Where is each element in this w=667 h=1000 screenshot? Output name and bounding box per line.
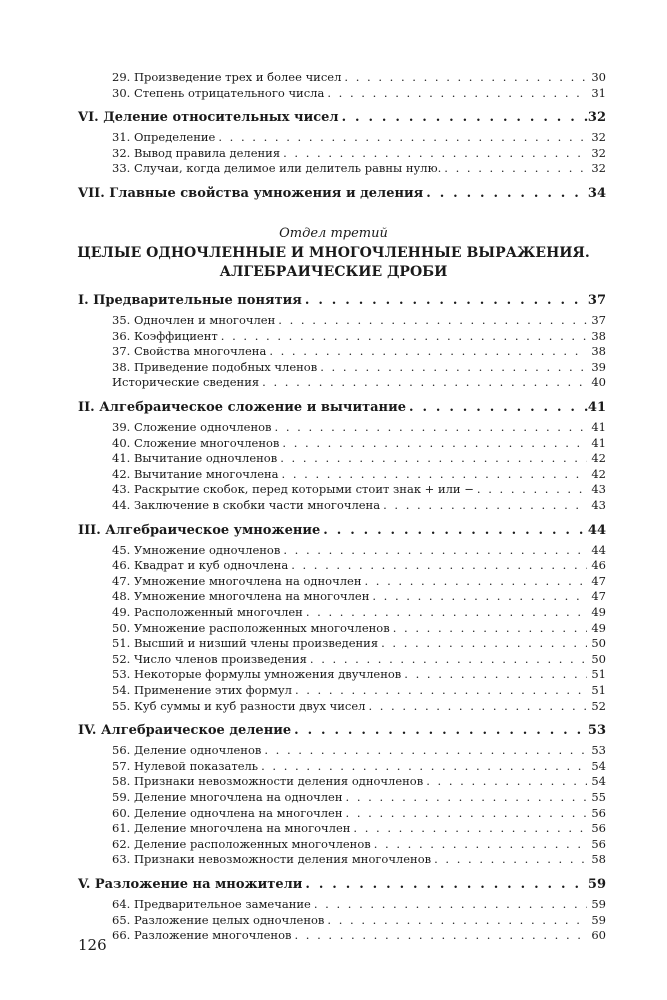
toc-page-ref: 37 <box>591 313 606 327</box>
toc-page-ref: 40 <box>591 375 606 390</box>
toc-entry <box>112 543 606 558</box>
toc-entry <box>112 774 606 789</box>
toc-leader-dots <box>434 852 587 867</box>
toc-page-ref: 41 <box>591 435 606 450</box>
toc-entry-title: 43. Раскрытие скобок, перед которыми стоит знак + или − <box>112 482 474 497</box>
toc-heading-title: III. Алгебраическое умножение <box>78 522 321 538</box>
toc-entry-title: 31. Определение <box>112 130 216 145</box>
toc-entry-title: 64. Предварительное замечание <box>112 897 311 911</box>
toc-entry-title: 50. Умножение расположенных многочленов <box>112 620 390 635</box>
toc-page-ref: 56 <box>591 805 606 820</box>
toc-page-ref: 46 <box>591 558 606 573</box>
toc-page-ref: 37 <box>587 293 606 308</box>
toc-entry <box>112 558 606 573</box>
toc-leader-dots <box>261 759 587 774</box>
toc-entry <box>112 806 606 821</box>
toc-leader-dots <box>374 837 587 852</box>
toc-page-ref: 41 <box>587 400 606 415</box>
toc-entry-title: 48. Умножение многочлена на многочлен <box>112 589 370 604</box>
toc-entry-title: 65. Разложение целых одночленов <box>112 912 325 927</box>
toc-section-heading <box>78 399 606 417</box>
toc-entry-title: 62. Деление расположенных многочленов <box>112 836 371 851</box>
toc-leader-dots <box>353 821 587 836</box>
toc-page-ref: 49 <box>591 620 606 635</box>
toc-page-ref: 52 <box>591 698 606 713</box>
part-title-line-1: ЦЕЛЫЕ ОДНОЧЛЕННЫЕ И МНОГОЧЛЕННЫЕ ВЫРАЖЕНИЯ. <box>77 245 590 261</box>
page-number: 126 <box>78 936 107 954</box>
toc-entry <box>112 436 606 451</box>
toc-leader-dots <box>409 399 588 417</box>
toc-entry <box>112 897 606 912</box>
toc-section-heading <box>78 185 606 203</box>
toc-entry <box>112 161 606 176</box>
toc-page-ref: 38 <box>591 328 606 343</box>
toc-entry <box>112 146 606 161</box>
toc-entry-title: 63. Признаки невозможности деления многочленов <box>112 852 432 867</box>
part-label: Отдел третий <box>279 226 388 241</box>
toc-entry <box>112 790 606 805</box>
toc-page-ref: 39 <box>591 359 606 374</box>
toc-leader-dots <box>269 344 587 359</box>
toc-page-ref: 32 <box>591 130 606 145</box>
toc-entry-title: 54. Применение этих формул <box>112 683 292 697</box>
toc-heading-title: VI. Деление относительных чисел <box>78 110 339 126</box>
toc-leader-dots <box>291 558 587 573</box>
toc-page-ref: 30 <box>591 70 606 84</box>
toc-page-ref: 53 <box>591 743 606 758</box>
toc-entry-title: 56. Деление одночленов <box>112 743 262 758</box>
toc-entry-title: Исторические сведения <box>112 375 260 390</box>
toc-leader-dots <box>327 913 587 928</box>
toc-entry <box>112 451 606 466</box>
toc-leader-dots <box>294 928 587 943</box>
toc-leader-dots <box>278 313 587 328</box>
toc-leader-dots <box>477 482 587 497</box>
part-title <box>0 244 667 282</box>
toc-page-ref: 58 <box>591 852 606 867</box>
toc-section-heading <box>78 292 606 310</box>
toc-leader-dots <box>320 360 587 375</box>
toc-page-ref: 43 <box>591 498 606 512</box>
toc-entry <box>112 913 606 928</box>
toc-entry-title: 59. Деление многочлена на одночлен <box>112 790 343 804</box>
toc-heading-title: II. Алгебраическое сложение и вычитание <box>78 400 406 415</box>
toc-section-heading <box>78 876 606 894</box>
toc-page-ref: 50 <box>591 651 606 666</box>
toc-entry-title: 55. Куб суммы и куб разности двух чисел <box>112 698 366 713</box>
toc-entry-title: 30. Степень отрицательного числа <box>112 85 325 100</box>
toc-leader-dots <box>306 605 587 620</box>
toc-page-ref: 32 <box>587 110 606 126</box>
toc-page-ref: 56 <box>591 821 606 836</box>
toc-entry-title: 58. Признаки невозможности деления одночленов <box>112 774 424 789</box>
toc-page-ref: 44 <box>587 522 606 538</box>
toc-leader-dots <box>365 574 588 589</box>
toc-leader-dots <box>327 86 587 101</box>
toc-leader-dots <box>323 522 588 540</box>
toc-leader-dots <box>426 185 588 203</box>
toc-entry-title: 35. Одночлен и многочлен <box>112 313 276 327</box>
toc-page-ref: 42 <box>591 466 606 481</box>
toc-entry-title: 37. Свойства многочлена <box>112 344 267 359</box>
toc-leader-dots <box>344 70 587 85</box>
toc-entry <box>112 360 606 375</box>
toc-page-ref: 53 <box>587 723 606 739</box>
toc-entry <box>112 621 606 636</box>
toc-entry <box>112 86 606 101</box>
toc-entry-title: 44. Заключение в скобки части многочлена <box>112 498 381 512</box>
toc-page-ref: 32 <box>591 145 606 160</box>
toc-entry-title: 45. Умножение одночленов <box>112 542 281 557</box>
toc-leader-dots <box>310 652 587 667</box>
toc-entry <box>112 420 606 435</box>
toc-entry-title: 39. Сложение одночленов <box>112 420 272 434</box>
toc-entry <box>112 652 606 667</box>
toc-leader-dots <box>264 743 587 758</box>
toc-leader-dots <box>372 589 587 604</box>
toc-page-ref: 59 <box>587 877 606 892</box>
toc-entry-title: 46. Квадрат и куб одночлена <box>112 558 289 573</box>
toc-page-ref: 49 <box>591 605 606 619</box>
toc-leader-dots <box>275 420 587 435</box>
toc-entry-title: 32. Вывод правила деления <box>112 145 281 160</box>
toc-leader-dots <box>404 667 587 682</box>
toc-leader-dots <box>295 683 587 698</box>
toc-entry <box>112 329 606 344</box>
toc-entry <box>112 743 606 758</box>
toc-leader-dots <box>282 436 587 451</box>
toc-entry-title: 40. Сложение многочленов <box>112 435 280 450</box>
toc-leader-dots <box>262 375 587 390</box>
toc-entry <box>112 667 606 682</box>
toc-page-ref: 31 <box>591 85 606 100</box>
toc-leader-dots <box>346 806 587 821</box>
toc-page-ref: 54 <box>591 758 606 773</box>
toc-entry <box>112 574 606 589</box>
toc-page-ref: 41 <box>591 420 606 434</box>
toc-page-ref: 44 <box>591 542 606 557</box>
toc-page-ref: 50 <box>591 636 606 651</box>
toc-heading-title: VII. Главные свойства умножения и деления <box>78 186 424 201</box>
toc-entry-title: 49. Расположенный многочлен <box>112 605 303 619</box>
toc-entry <box>112 344 606 359</box>
toc-entry-title: 38. Приведение подобных членов <box>112 359 318 374</box>
toc-entry-title: 33. Случаи, когда делимое или делитель равны нулю. <box>112 161 442 176</box>
toc-entry-title: 57. Нулевой показатель <box>112 758 259 773</box>
toc-page-ref: 60 <box>591 928 606 943</box>
toc-leader-dots <box>444 161 587 176</box>
toc-entry <box>112 759 606 774</box>
toc-page-ref: 51 <box>591 667 606 682</box>
toc-entry <box>112 375 606 390</box>
toc-page-ref: 56 <box>591 836 606 851</box>
toc-entry-title: 66. Разложение многочленов <box>112 928 292 943</box>
toc-section-heading <box>78 522 606 540</box>
toc-entry <box>112 589 606 604</box>
toc-page-ref: 32 <box>591 161 606 176</box>
toc-entry <box>112 683 606 698</box>
toc-entry-title: 36. Коэффициент <box>112 328 218 343</box>
toc-entry <box>112 482 606 497</box>
toc-entry-title: 29. Произведение трех и более чисел <box>112 70 342 84</box>
toc-page-ref: 34 <box>587 186 606 201</box>
toc-page-ref: 55 <box>591 790 606 804</box>
toc-leader-dots <box>221 329 587 344</box>
toc-heading-title: V. Разложение на множители <box>78 877 303 892</box>
toc-entry-title: 41. Вычитание одночленов <box>112 451 278 466</box>
toc-leader-dots <box>283 543 587 558</box>
toc-entry <box>112 605 606 620</box>
toc-leader-dots <box>282 467 587 482</box>
toc-entry <box>112 928 606 943</box>
toc-section-heading <box>78 722 606 740</box>
toc-leader-dots <box>346 790 587 805</box>
toc-entry <box>112 498 606 513</box>
toc-page-ref: 42 <box>591 451 606 466</box>
toc-entry <box>112 313 606 328</box>
toc-page-ref: 38 <box>591 344 606 359</box>
toc-leader-dots <box>381 636 587 651</box>
toc-entry-title: 52. Число членов произведения <box>112 651 307 666</box>
toc-leader-dots <box>393 621 587 636</box>
part-title-line-2: АЛГЕБРАИЧЕСКИЕ ДРОБИ <box>219 264 448 280</box>
toc-leader-dots <box>305 292 588 310</box>
toc-leader-dots <box>383 498 587 513</box>
toc-entry <box>112 699 606 714</box>
toc-section-heading <box>78 109 606 127</box>
toc-page-ref: 47 <box>591 589 606 604</box>
toc-page-ref: 51 <box>591 683 606 697</box>
toc-entry <box>112 636 606 651</box>
toc-entry-title: 51. Высший и низший члены произведения <box>112 636 379 651</box>
toc-entry <box>112 821 606 836</box>
toc-entry <box>112 467 606 482</box>
toc-page-ref: 54 <box>591 774 606 789</box>
toc-leader-dots <box>314 897 587 912</box>
toc-leader-dots <box>426 774 587 789</box>
toc-heading-title: IV. Алгебраическое деление <box>78 723 292 739</box>
toc-page-ref: 59 <box>591 897 606 911</box>
toc-leader-dots <box>294 722 588 740</box>
toc-leader-dots <box>283 146 587 161</box>
toc-page-ref: 43 <box>591 482 606 497</box>
toc-page-ref: 59 <box>591 912 606 927</box>
toc-entry <box>112 130 606 145</box>
toc-leader-dots <box>280 451 587 466</box>
toc-entry-title: 53. Некоторые формулы умножения двучленов <box>112 667 402 682</box>
toc-entry <box>112 852 606 867</box>
toc-leader-dots <box>368 699 587 714</box>
toc-entry-title: 42. Вычитание многочлена <box>112 466 279 481</box>
toc-leader-dots <box>305 876 588 894</box>
toc-entry <box>112 837 606 852</box>
toc-heading-title: I. Предварительные понятия <box>78 293 302 308</box>
toc-entry-title: 61. Деление многочлена на многочлен <box>112 821 351 836</box>
toc-entry-title: 60. Деление одночлена на многочлен <box>112 805 343 820</box>
toc-page-ref: 47 <box>591 573 606 588</box>
toc-entry <box>112 70 606 85</box>
toc-leader-dots <box>218 130 587 145</box>
toc-leader-dots <box>342 109 588 127</box>
toc-entry-title: 47. Умножение многочлена на одночлен <box>112 573 362 588</box>
